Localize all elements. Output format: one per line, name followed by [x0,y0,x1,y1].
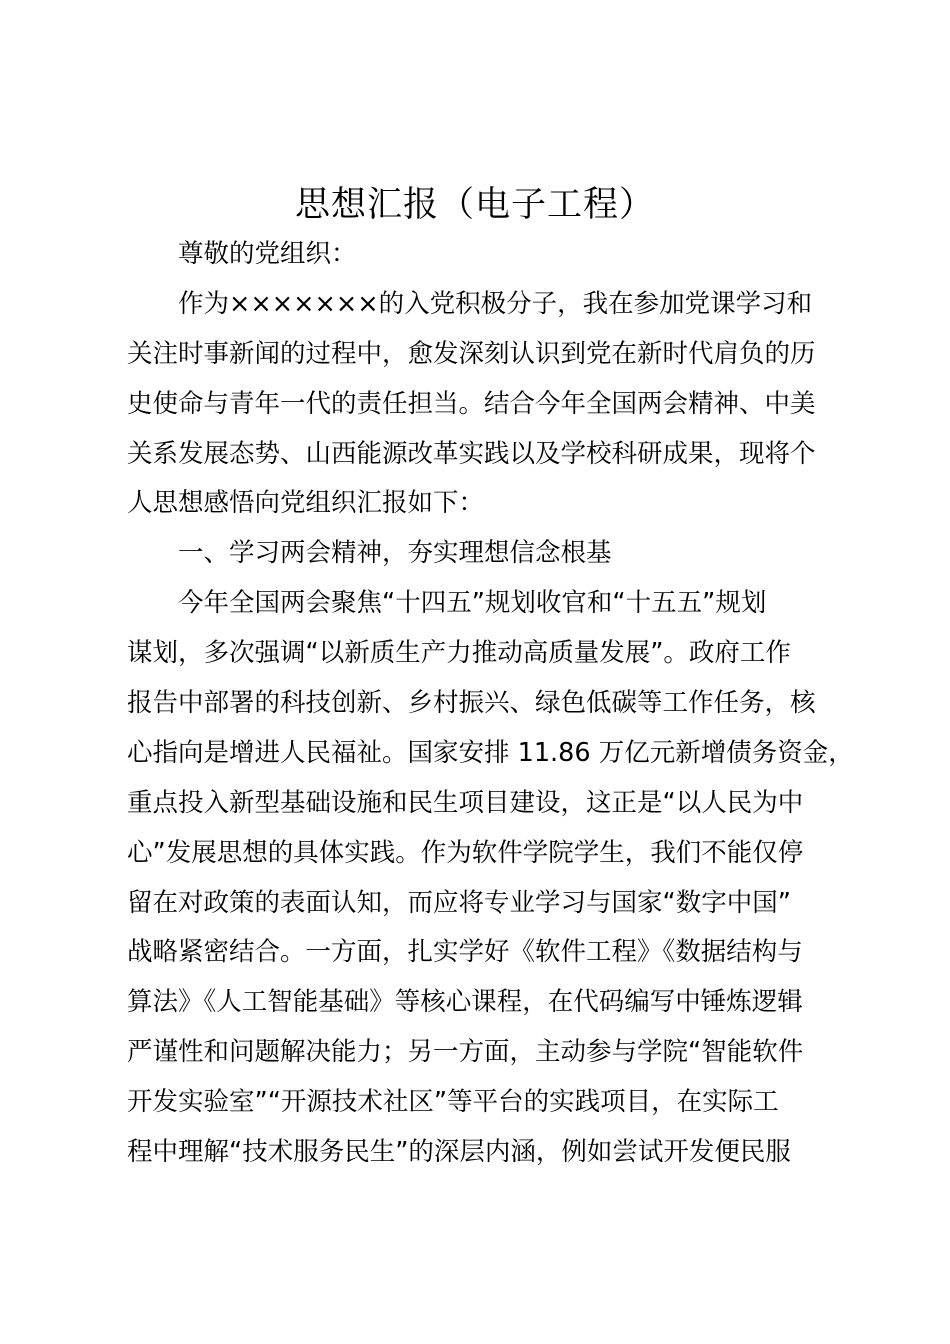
document-body [127,230,857,1178]
paragraph-line: 关系发展态势、山西能源改革实践以及学校科研成果，现将个 [127,438,816,469]
paragraph-line: 报告中部署的科技创新、乡村振兴、绿色低碳等工作任务，核 [127,688,816,719]
paragraph-line: 战略紧密结合。一方面，扎实学好《软件工程》《数据结构与 [127,937,803,968]
paragraph-line: 关注时事新闻的过程中，愈发深刻认识到党在新时代肩负的历 [127,338,816,369]
paragraph-line: 谋划，多次强调“以新质生产力推动高质量发展”。政府工作 [127,638,791,669]
section-heading: 一、学习两会精神，夯实理想信念根基 [178,538,612,569]
paragraph-line: 史使命与青年一代的责任担当。结合今年全国两会精神、中美 [127,388,816,419]
paragraph-line: 算法》《人工智能基础》等核心课程，在代码编写中锤炼逻辑 [127,987,803,1018]
paragraph-line: 人思想感悟向党组织汇报如下： [127,488,485,519]
paragraph-line: 作为×××××××的入党积极分子，我在参加党课学习和 [178,288,813,319]
paragraph-line: 开发实验室”“开源技术社区”等平台的实践项目，在实际工 [127,1087,779,1118]
paragraph-line: 重点投入新型基础设施和民生项目建设，这正是“以人民为中 [127,787,804,818]
paragraph-line: 严谨性和问题解决能力；另一方面，主动参与学院“智能软件 [127,1037,804,1068]
paragraph-line: 心”发展思想的具体实践。作为软件学院学生，我们不能仅停 [127,837,804,868]
document-title: 思想汇报（电子工程） [294,185,655,225]
paragraph-line: 心指向是增进人民福祉。国家安排 11.86 万亿元新增债务资金， [127,737,854,768]
paragraph-line: 程中理解“技术服务民生”的深层内涵，例如尝试开发便民服 [127,1137,791,1168]
paragraph-line: 留在对政策的表面认知，而应将专业学习与国家“数字中国” [127,887,791,918]
paragraph-line: 今年全国两会聚焦“十四五”规划收官和“十五五”规划 [178,588,767,619]
salutation: 尊敬的党组织： [178,239,357,269]
